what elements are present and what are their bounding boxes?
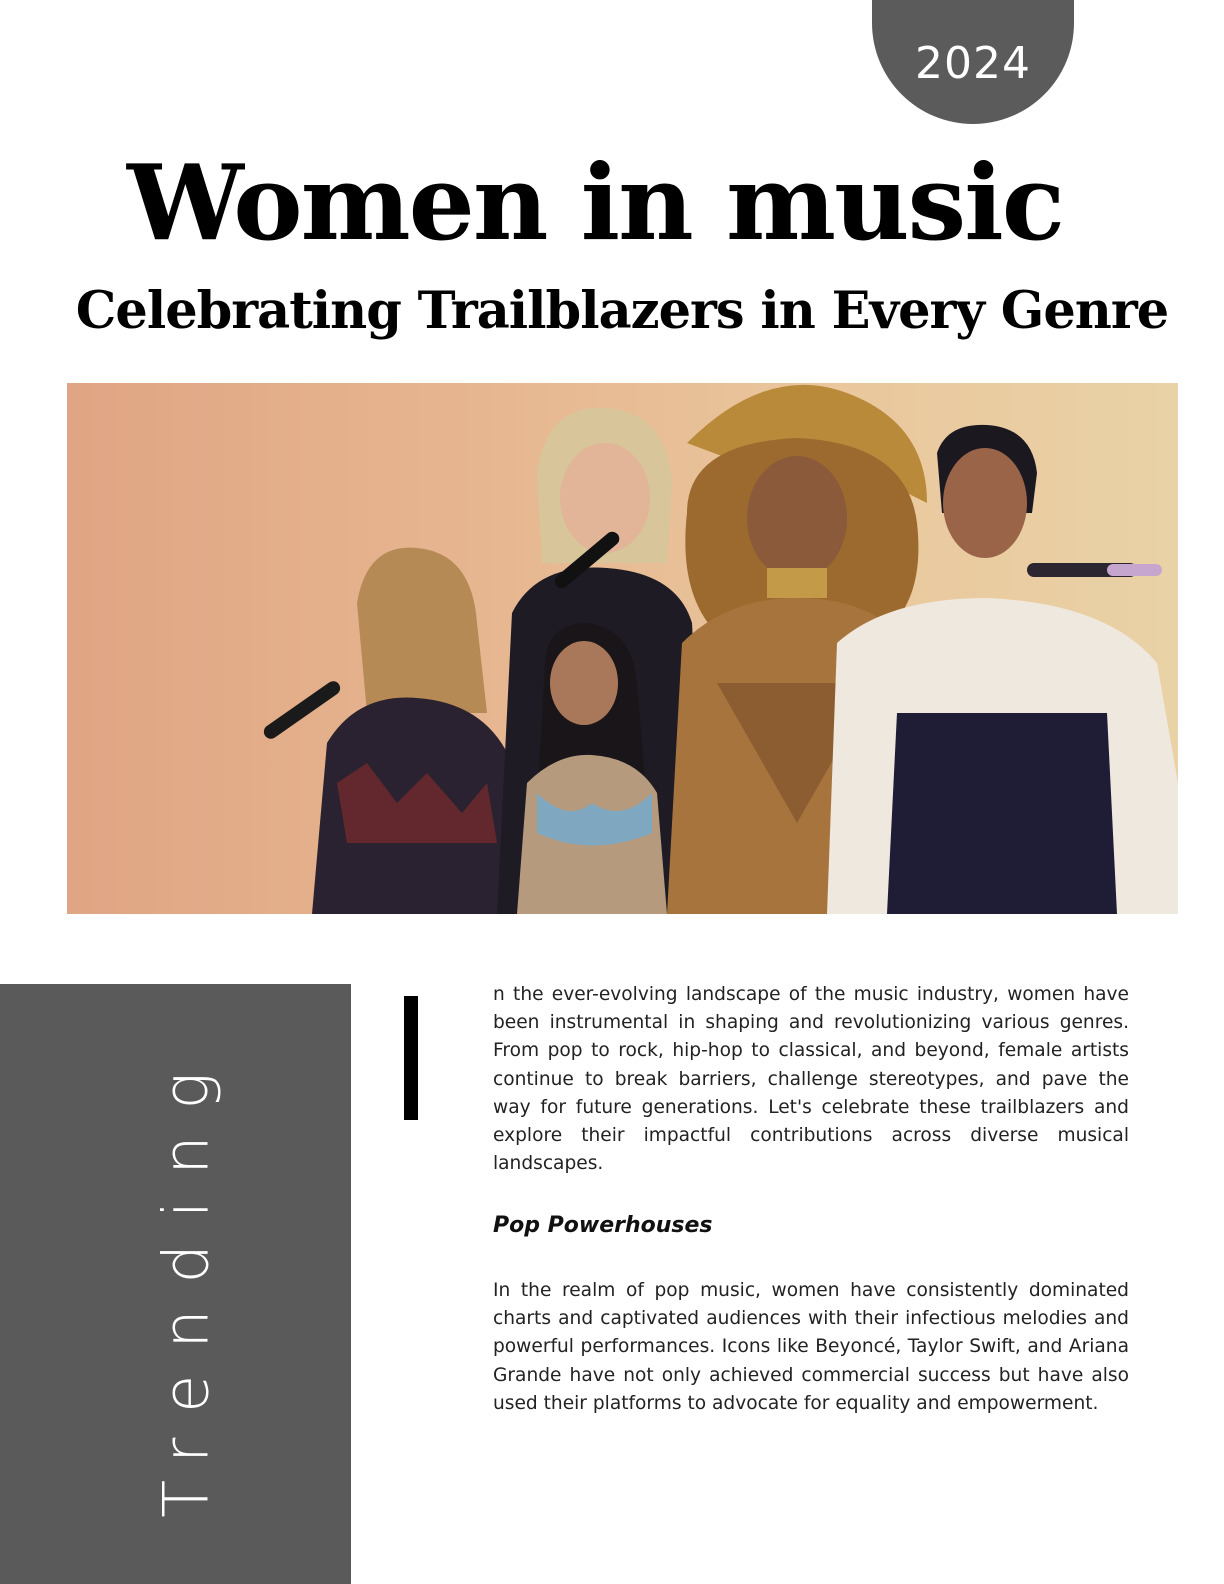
hero-image	[67, 383, 1178, 914]
section-paragraph: In the realm of pop music, women have consistently dominated charts and captivated audiences with their infectious melodies and powerful performances. Icons like Beyoncé, Taylor Swift, and Ariana Grande have not only achieved commercial success but have also used their platforms to advocate for equality and empowerment.	[493, 1280, 1129, 1414]
page-title: Women in music	[126, 141, 1064, 264]
year-text: 2024	[915, 37, 1031, 89]
drop-cap-bar	[404, 996, 418, 1120]
section-heading: Pop Powerhouses	[493, 1213, 713, 1238]
hero-performers-illustration	[67, 383, 1178, 914]
performer-left-figure	[261, 548, 527, 914]
sidebar-label: Trending	[149, 1046, 223, 1518]
page-subtitle: Celebrating Trailblazers in Every Genre	[75, 281, 1169, 341]
year-badge	[872, 0, 1074, 124]
intro-paragraph: n the ever-evolving landscape of the music industry, women have been instrumental in shaping and revolutionizing various genres. From pop to rock, hip-hop to classical, and beyond, female artists continue to break barriers, challenge stereotypes, and pave the way for future generations. Let's celebrate these trailblazers and explore their impactful contributions across diverse musical landscapes.	[493, 984, 1129, 1175]
